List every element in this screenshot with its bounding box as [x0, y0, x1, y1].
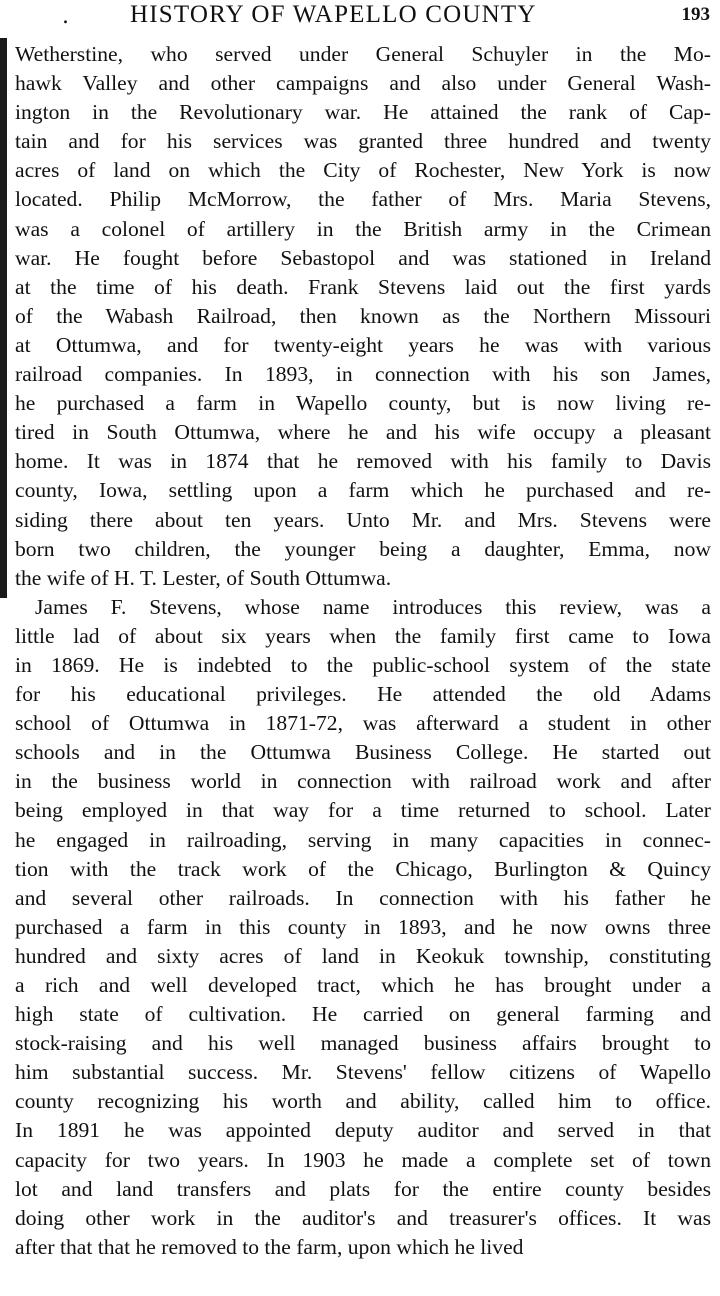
text-line: born two children, the younger being a daughter, Emma, now [15, 536, 711, 561]
text-line: tain and for his services was granted three hundred and twenty [15, 129, 711, 154]
text-line: ington in the Revolutionary war. He attained the rank of Cap- [15, 100, 711, 125]
page-edge-shadow [0, 38, 7, 598]
text-line: capacity for two years. In 1903 he made a complete set of town [15, 1147, 711, 1172]
text-line: hundred and sixty acres of land in Keokuk township, constituting [15, 943, 711, 968]
text-line: doing other work in the auditor's and treasurer's offices. It was [15, 1205, 711, 1230]
text-line: Wetherstine, who served under General Schuyler in the Mo- [15, 42, 711, 66]
text-line: the wife of H. T. Lester, of South Ottumwa. [15, 565, 392, 590]
text-line: railroad companies. In 1893, in connection with his son James, [15, 362, 711, 387]
text-line: located. Philip McMorrow, the father of Mrs. Maria Stevens, [15, 187, 711, 212]
text-line: lot and land transfers and plats for the entire county besides [15, 1176, 711, 1201]
text-line: and several other railroads. In connection with his father he [15, 885, 711, 910]
text-line: in the business world in connection with railroad work and after [15, 769, 711, 794]
text-line: he purchased a farm in Wapello county, but is now living re- [15, 391, 711, 416]
text-line: home. It was in 1874 that he removed with his family to Davis [15, 449, 711, 474]
text-line: he engaged in railroading, serving in many capacities in connec- [15, 827, 711, 852]
text-line: at the time of his death. Frank Stevens laid out the first yards [15, 274, 711, 299]
text-line: for his educational privileges. He attended the old Adams [15, 682, 711, 707]
text-line: school of Ottumwa in 1871-72, was afterward a student in other [15, 711, 711, 736]
text-line: acres of land on which the City of Rochester, New York is now [15, 158, 711, 183]
text-line: hawk Valley and other campaigns and also under General Wash- [15, 71, 711, 96]
text-line: siding there about ten years. Unto Mr. and Mrs. Stevens were [15, 507, 711, 532]
text-line: of the Wabash Railroad, then known as the Northern Missouri [15, 303, 711, 328]
body-text [15, 40, 711, 1262]
text-line: high state of cultivation. He carried on general farming and [15, 1002, 711, 1027]
text-line: county, Iowa, settling upon a farm which he purchased and re- [15, 478, 711, 503]
text-line: him substantial success. Mr. Stevens' fellow citizens of Wapello [15, 1060, 711, 1085]
text-line: a rich and well developed tract, which he has brought under a [15, 973, 711, 997]
text-line: little lad of about six years when the family first came to Iowa [15, 623, 711, 648]
text-line: tired in South Ottumwa, where he and his wife occupy a pleasant [15, 420, 711, 445]
text-line: purchased a farm in this county in 1893, and he now owns three [15, 914, 711, 939]
text-line: at Ottumwa, and for twenty-eight years he was with various [15, 332, 711, 357]
text-line: after that that he removed to the farm, upon which he lived [15, 1234, 524, 1259]
text-line: James F. Stevens, whose name introduces this review, was a [35, 594, 711, 619]
header-mark: . [62, 4, 69, 29]
text-line: being employed in that way for a time returned to school. Later [15, 798, 711, 823]
text-line: stock-raising and his well managed business affairs brought to [15, 1031, 711, 1056]
page-number: 193 [681, 4, 710, 25]
text-line: tion with the track work of the Chicago, Burlington & Quincy [15, 856, 711, 881]
text-line: In 1891 he was appointed deputy auditor and served in that [15, 1118, 711, 1143]
text-line: schools and in the Ottumwa Business College. He started out [15, 740, 711, 765]
text-line: county recognizing his worth and ability, called him to office. [15, 1089, 711, 1114]
text-line: in 1869. He is indebted to the public-school system of the state [15, 652, 711, 677]
text-line: war. He fought before Sebastopol and was stationed in Ireland [15, 245, 711, 270]
text-line: was a colonel of artillery in the British army in the Crimean [15, 216, 711, 241]
running-header [0, 0, 720, 34]
running-head-title: HISTORY OF WAPELLO COUNTY [130, 1, 537, 28]
